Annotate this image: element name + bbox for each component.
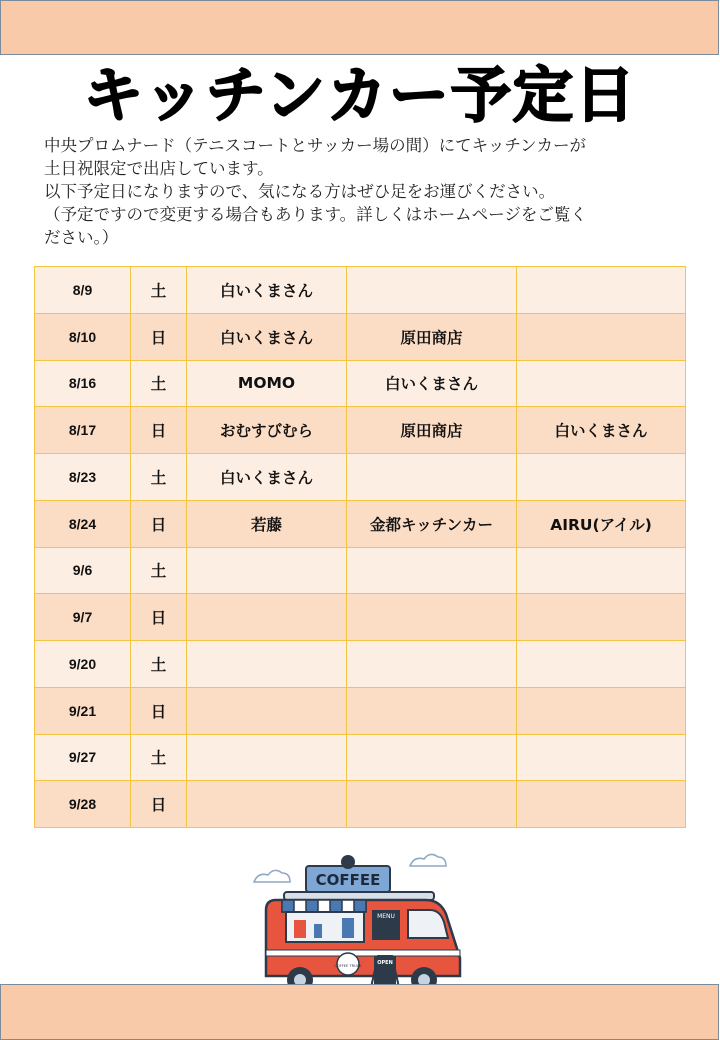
- menu-board-text: MENU: [377, 913, 395, 920]
- vendor-cell: [347, 734, 517, 781]
- intro-line: 以下予定日になりますので、気になる方はぜひ足をお運びください。: [44, 182, 556, 201]
- date-cell: 9/20: [35, 641, 131, 688]
- intro-line: ださい。）: [44, 228, 119, 247]
- vendor-cell: 白いくまさん: [187, 267, 347, 314]
- table-row: [35, 687, 686, 734]
- table-row: [35, 454, 686, 501]
- weekday-cell: 土: [131, 360, 187, 407]
- vendor-cell: AIRU(アイル): [517, 500, 686, 547]
- header-band: [0, 0, 719, 55]
- vendor-cell: [347, 687, 517, 734]
- date-cell: 8/23: [35, 454, 131, 501]
- date-cell: 9/6: [35, 547, 131, 594]
- vendor-cell: MOMO: [187, 360, 347, 407]
- coffee-truck-illustration: [244, 846, 474, 1002]
- weekday-cell: 土: [131, 734, 187, 781]
- intro-line: 土日祝限定で出店しています。: [44, 159, 274, 178]
- vendor-cell: [517, 313, 686, 360]
- coffee-truck-icon: [244, 846, 474, 1002]
- vendor-cell: 白いくまさん: [187, 454, 347, 501]
- table-row: [35, 734, 686, 781]
- vendor-cell: [187, 687, 347, 734]
- date-cell: 9/27: [35, 734, 131, 781]
- date-cell: 8/17: [35, 407, 131, 454]
- table-row: [35, 781, 686, 828]
- weekday-cell: 土: [131, 641, 187, 688]
- vendor-cell: 金都キッチンカー: [347, 500, 517, 547]
- vendor-cell: 白いくまさん: [517, 407, 686, 454]
- intro-line: （予定ですので変更する場合もあります。詳しくはホームページをご覧く: [44, 205, 587, 224]
- vendor-cell: [187, 734, 347, 781]
- footer-band: [0, 984, 719, 1040]
- schedule-table: [34, 266, 686, 828]
- date-cell: 8/24: [35, 500, 131, 547]
- table-row: [35, 641, 686, 688]
- vendor-cell: [347, 781, 517, 828]
- date-cell: 8/10: [35, 313, 131, 360]
- table-row: [35, 547, 686, 594]
- intro-line: 中央プロムナード（テニスコートとサッカー場の間）にてキッチンカーが: [44, 136, 587, 155]
- vendor-cell: [517, 360, 686, 407]
- table-row: [35, 500, 686, 547]
- vendor-cell: 白いくまさん: [347, 360, 517, 407]
- vendor-cell: [347, 454, 517, 501]
- date-cell: 9/28: [35, 781, 131, 828]
- schedule-body: [35, 267, 686, 828]
- table-row: [35, 360, 686, 407]
- date-cell: 9/21: [35, 687, 131, 734]
- vendor-cell: [517, 734, 686, 781]
- vendor-cell: [517, 594, 686, 641]
- vendor-cell: [187, 641, 347, 688]
- vendor-cell: 若藤: [187, 500, 347, 547]
- vendor-cell: [517, 641, 686, 688]
- vendor-cell: 原田商店: [347, 407, 517, 454]
- vendor-cell: 白いくまさん: [187, 313, 347, 360]
- vendor-cell: おむすびむら: [187, 407, 347, 454]
- truck-logo-text: COFFEE TRUCK: [334, 964, 362, 968]
- weekday-cell: 日: [131, 313, 187, 360]
- vendor-cell: [517, 547, 686, 594]
- vendor-cell: [517, 687, 686, 734]
- vendor-cell: [517, 267, 686, 314]
- weekday-cell: 日: [131, 594, 187, 641]
- weekday-cell: 土: [131, 547, 187, 594]
- date-cell: 8/16: [35, 360, 131, 407]
- vendor-cell: 原田商店: [347, 313, 517, 360]
- table-row: [35, 313, 686, 360]
- weekday-cell: 土: [131, 267, 187, 314]
- vendor-cell: [347, 641, 517, 688]
- vendor-cell: [347, 547, 517, 594]
- table-row: [35, 407, 686, 454]
- page-title: キッチンカー予定日: [83, 61, 637, 131]
- truck-sign-text: COFFEE: [315, 871, 381, 889]
- open-sign-text: OPEN: [377, 960, 393, 966]
- table-row: [35, 594, 686, 641]
- vendor-cell: [347, 594, 517, 641]
- date-cell: 9/7: [35, 594, 131, 641]
- vendor-cell: [517, 454, 686, 501]
- intro-text: [44, 134, 684, 249]
- vendor-cell: [347, 267, 517, 314]
- weekday-cell: 日: [131, 781, 187, 828]
- weekday-cell: 日: [131, 500, 187, 547]
- vendor-cell: [187, 547, 347, 594]
- table-row: [35, 267, 686, 314]
- vendor-cell: [187, 594, 347, 641]
- date-cell: 8/9: [35, 267, 131, 314]
- weekday-cell: 日: [131, 407, 187, 454]
- vendor-cell: [187, 781, 347, 828]
- weekday-cell: 日: [131, 687, 187, 734]
- weekday-cell: 土: [131, 454, 187, 501]
- vendor-cell: [517, 781, 686, 828]
